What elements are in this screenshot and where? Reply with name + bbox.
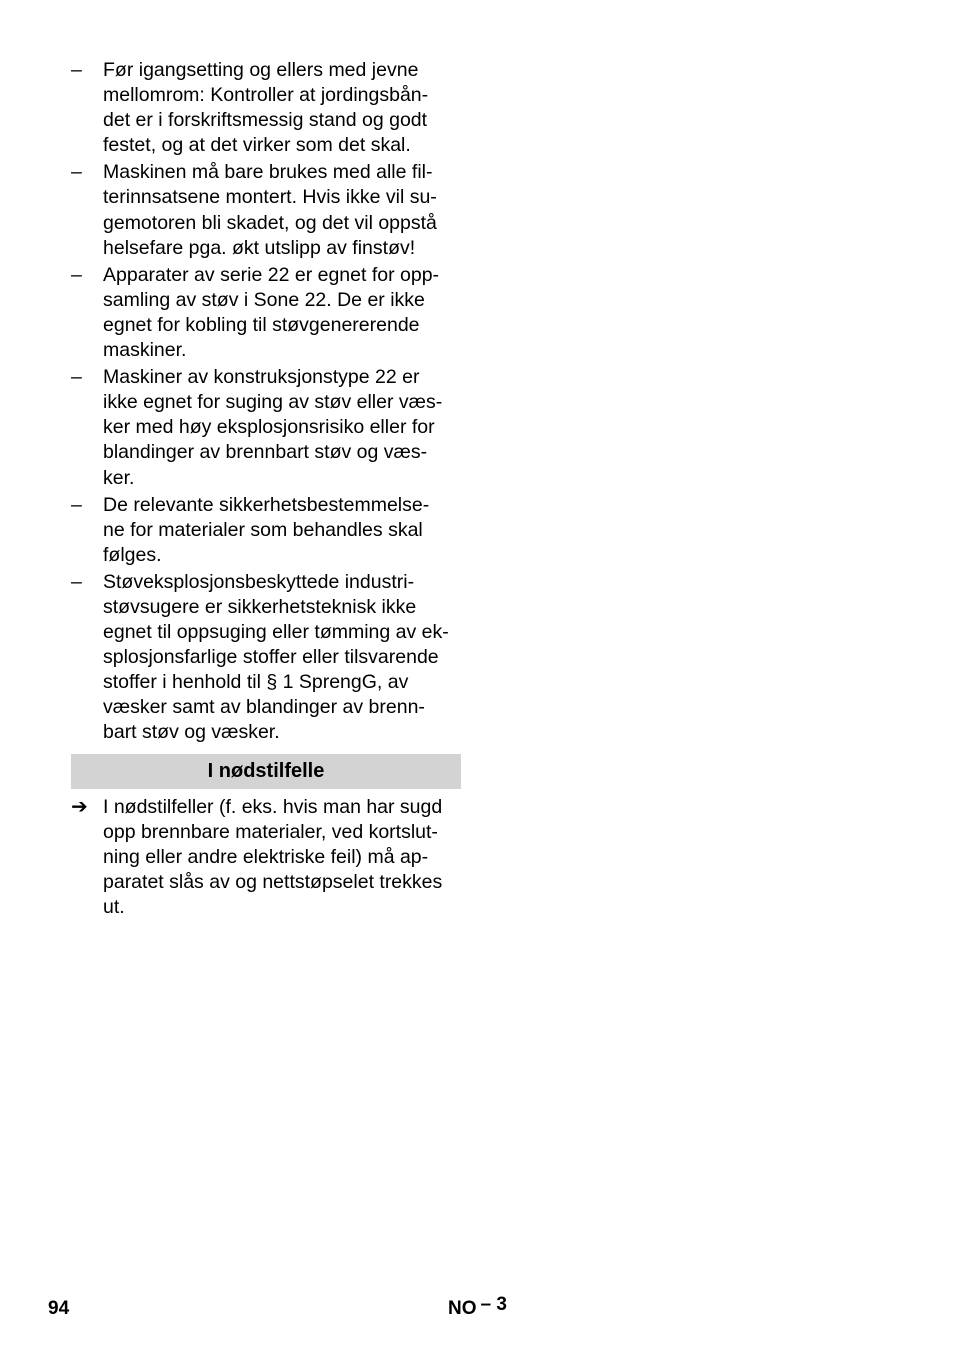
text-line: Før igangsetting og ellers med jevne <box>103 59 419 81</box>
bullet-text <box>103 493 461 568</box>
text-line: helsefare pga. økt utslipp av finstøv! <box>103 236 416 259</box>
text-line: splosjonsfarlige stoffer eller tilsvarende <box>103 646 439 669</box>
text-line: paratet slås av og nettstøpselet trekkes <box>103 870 443 893</box>
bullet-text <box>103 570 461 746</box>
bullet-text <box>103 160 461 260</box>
arrow-right-icon: ➔ <box>71 795 88 818</box>
bullet-item <box>71 570 461 746</box>
text-line: bart støv og væsker. <box>103 721 280 744</box>
text-line: I nødstilfeller (f. eks. hvis man har sugd <box>103 795 443 818</box>
bullet-item <box>71 58 461 158</box>
text-line: væsker samt av blandinger av brenn- <box>103 696 425 719</box>
dash-bullet-marker: – <box>71 263 82 286</box>
text-line: maskiner. <box>103 339 187 362</box>
text-line: festet, og at det virker som det skal. <box>103 134 411 157</box>
text-line: samling av støv i Sone 22. De er ikke <box>103 288 425 311</box>
bullet-text <box>103 58 461 158</box>
bullet-list <box>71 58 461 746</box>
instruction-item <box>71 795 461 920</box>
text-line: opp brennbare materialer, ved kortslut- <box>103 820 438 843</box>
dash-bullet-marker: – <box>71 59 82 81</box>
dash-bullet-marker: – <box>71 493 82 516</box>
text-line: Apparater av serie 22 er egnet for opp- <box>103 263 440 286</box>
text-line: ker med høy eksplosjonsrisiko eller for <box>103 416 435 439</box>
text-line: gemotoren bli skadet, og det vil oppstå <box>103 211 437 234</box>
bullet-item <box>71 493 461 568</box>
dash-bullet-marker: – <box>71 161 82 184</box>
text-line: De relevante sikkerhetsbestemmelse- <box>103 493 430 516</box>
bullet-item <box>71 365 461 490</box>
page-number: 94 <box>48 1298 70 1319</box>
text-line: terinnsatsene montert. Hvis ikke vil su- <box>103 186 437 209</box>
section-page-indicator: – 3 <box>480 1294 507 1315</box>
text-line: blandinger av brennbart støv og væs- <box>103 441 428 464</box>
dash-bullet-marker: – <box>71 570 82 593</box>
text-line: egnet for kobling til støvgenererende <box>103 313 420 336</box>
text-line: egnet til oppsuging eller tømming av ek- <box>103 621 449 644</box>
language-code: NO <box>448 1298 477 1319</box>
text-line: Støveksplosjonsbeskyttede industri- <box>103 570 415 593</box>
section-heading: I nødstilfelle <box>71 754 461 789</box>
text-line: ker. <box>103 466 135 489</box>
bullet-text <box>103 263 461 363</box>
instruction-text <box>103 795 461 920</box>
footer-language-code <box>448 1294 507 1320</box>
text-line: ne for materialer som behandles skal <box>103 518 423 541</box>
text-line: det er i forskriftsmessig stand og godt <box>103 109 428 132</box>
text-line: Maskiner av konstruksjonstype 22 er <box>103 366 420 389</box>
text-column <box>71 58 461 922</box>
text-line: ut. <box>103 895 125 918</box>
text-line: Maskinen må bare brukes med alle fil- <box>103 161 433 184</box>
text-line: mellomrom: Kontroller at jordingsbån- <box>103 84 429 107</box>
bullet-item <box>71 160 461 260</box>
bullet-text <box>103 365 461 490</box>
text-line: støvsugere er sikkerhetsteknisk ikke <box>103 595 417 618</box>
text-line: ning eller andre elektriske feil) må ap- <box>103 845 429 868</box>
text-line: følges. <box>103 543 162 566</box>
bullet-item <box>71 263 461 363</box>
dash-bullet-marker: – <box>71 366 82 389</box>
text-line: ikke egnet for suging av støv eller væs- <box>103 391 443 414</box>
text-line: stoffer i henhold til § 1 SprengG, av <box>103 671 409 694</box>
